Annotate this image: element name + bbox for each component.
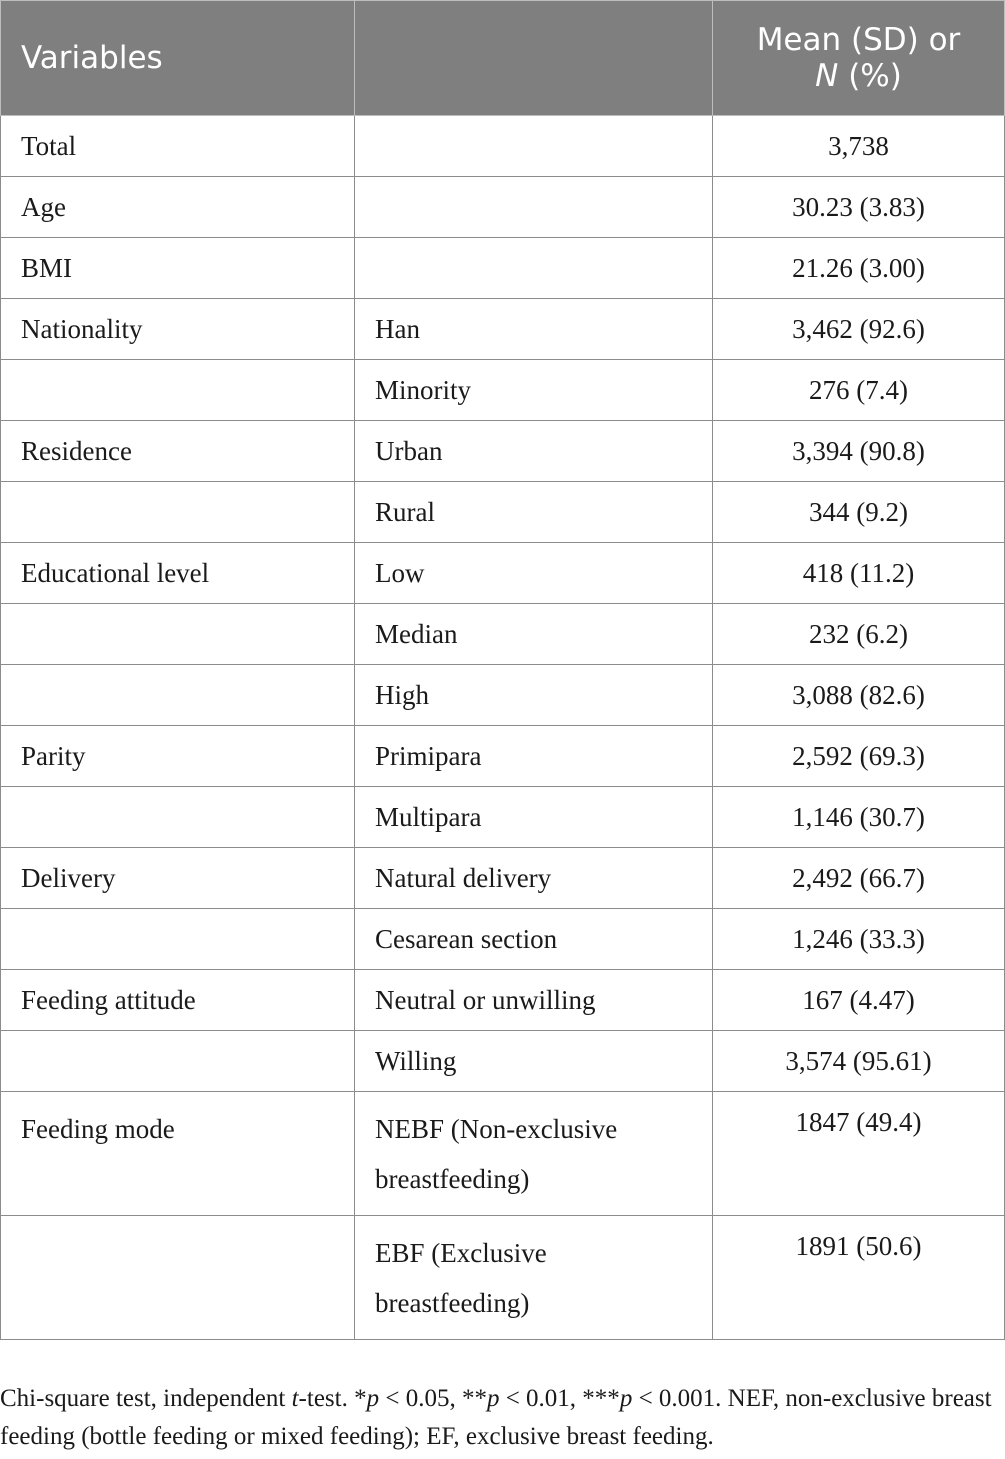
row-category: NEBF (Non-exclusive breastfeeding) <box>355 1092 713 1216</box>
table-row <box>1 1092 1005 1216</box>
table-row <box>1 970 1005 1031</box>
footnote-text: < 0.05, ** <box>379 1385 487 1412</box>
row-value: 418 (11.2) <box>713 543 1005 604</box>
row-value: 3,574 (95.61) <box>713 1031 1005 1092</box>
row-category <box>355 116 713 177</box>
row-variable: Parity <box>1 726 355 787</box>
footnote-text: -test. * <box>298 1385 367 1412</box>
row-variable <box>1 1031 355 1092</box>
row-category: Low <box>355 543 713 604</box>
row-value: 2,592 (69.3) <box>713 726 1005 787</box>
row-value: 1847 (49.4) <box>713 1092 1005 1216</box>
footnote-text: < 0.01, *** <box>499 1385 620 1412</box>
row-value: 1,246 (33.3) <box>713 909 1005 970</box>
table-row <box>1 482 1005 543</box>
row-variable: Total <box>1 116 355 177</box>
row-variable <box>1 482 355 543</box>
row-category: Neutral or unwilling <box>355 970 713 1031</box>
table-row <box>1 665 1005 726</box>
row-variable <box>1 787 355 848</box>
row-category: Han <box>355 299 713 360</box>
row-value: 3,394 (90.8) <box>713 421 1005 482</box>
table-row <box>1 421 1005 482</box>
row-category: Urban <box>355 421 713 482</box>
footnote-text: Chi-square test, independent <box>0 1385 292 1412</box>
row-category: Primipara <box>355 726 713 787</box>
row-category: Cesarean section <box>355 909 713 970</box>
table-row <box>1 848 1005 909</box>
row-category: Rural <box>355 482 713 543</box>
row-value: 21.26 (3.00) <box>713 238 1005 299</box>
table-row <box>1 726 1005 787</box>
row-value: 276 (7.4) <box>713 360 1005 421</box>
row-category: High <box>355 665 713 726</box>
row-category: Minority <box>355 360 713 421</box>
table-row <box>1 909 1005 970</box>
footnote-text: < 0.001. NEF, non-exclusive breast feeding (bottle feeding or mixed feeding); EF, exclusive breast feeding. <box>0 1385 992 1450</box>
footnote-p: p <box>366 1385 380 1412</box>
row-variable: Age <box>1 177 355 238</box>
footnote-t: t <box>291 1385 299 1412</box>
table-row <box>1 1031 1005 1092</box>
table-header-row <box>1 1 1005 116</box>
table-row <box>1 1216 1005 1340</box>
row-value: 1891 (50.6) <box>713 1216 1005 1340</box>
row-value: 344 (9.2) <box>713 482 1005 543</box>
row-value: 167 (4.47) <box>713 970 1005 1031</box>
table-row <box>1 360 1005 421</box>
table-row <box>1 238 1005 299</box>
row-category <box>355 177 713 238</box>
header-variables: Variables <box>1 1 355 116</box>
row-variable <box>1 604 355 665</box>
row-variable: Feeding attitude <box>1 970 355 1031</box>
table-row <box>1 604 1005 665</box>
row-value: 232 (6.2) <box>713 604 1005 665</box>
table-row <box>1 787 1005 848</box>
row-category: Median <box>355 604 713 665</box>
row-value: 3,088 (82.6) <box>713 665 1005 726</box>
row-variable: Educational level <box>1 543 355 604</box>
row-category: EBF (Exclusive breastfeeding) <box>355 1216 713 1340</box>
row-value: 2,492 (66.7) <box>713 848 1005 909</box>
row-variable: Nationality <box>1 299 355 360</box>
row-variable <box>1 909 355 970</box>
row-variable: Feeding mode <box>1 1092 355 1216</box>
table-row <box>1 177 1005 238</box>
row-value: 3,738 <box>713 116 1005 177</box>
table-row <box>1 116 1005 177</box>
table-row <box>1 299 1005 360</box>
row-value: 30.23 (3.83) <box>713 177 1005 238</box>
header-category <box>355 1 713 116</box>
header-n: N <box>815 58 839 94</box>
row-variable <box>1 360 355 421</box>
table-footnote <box>0 1380 1000 1456</box>
row-value: 3,462 (92.6) <box>713 299 1005 360</box>
row-variable <box>1 1216 355 1340</box>
row-variable: Residence <box>1 421 355 482</box>
row-category: Willing <box>355 1031 713 1092</box>
row-category: Natural delivery <box>355 848 713 909</box>
footnote-p: p <box>619 1385 633 1412</box>
table-row <box>1 543 1005 604</box>
header-mean-sd-line1: Mean (SD) or <box>756 22 961 58</box>
row-variable: Delivery <box>1 848 355 909</box>
header-mean-sd <box>713 1 1005 116</box>
row-category: Multipara <box>355 787 713 848</box>
row-category <box>355 238 713 299</box>
header-pct: (%) <box>838 58 902 94</box>
row-value: 1,146 (30.7) <box>713 787 1005 848</box>
row-variable: BMI <box>1 238 355 299</box>
footnote-p: p <box>486 1385 500 1412</box>
row-variable <box>1 665 355 726</box>
